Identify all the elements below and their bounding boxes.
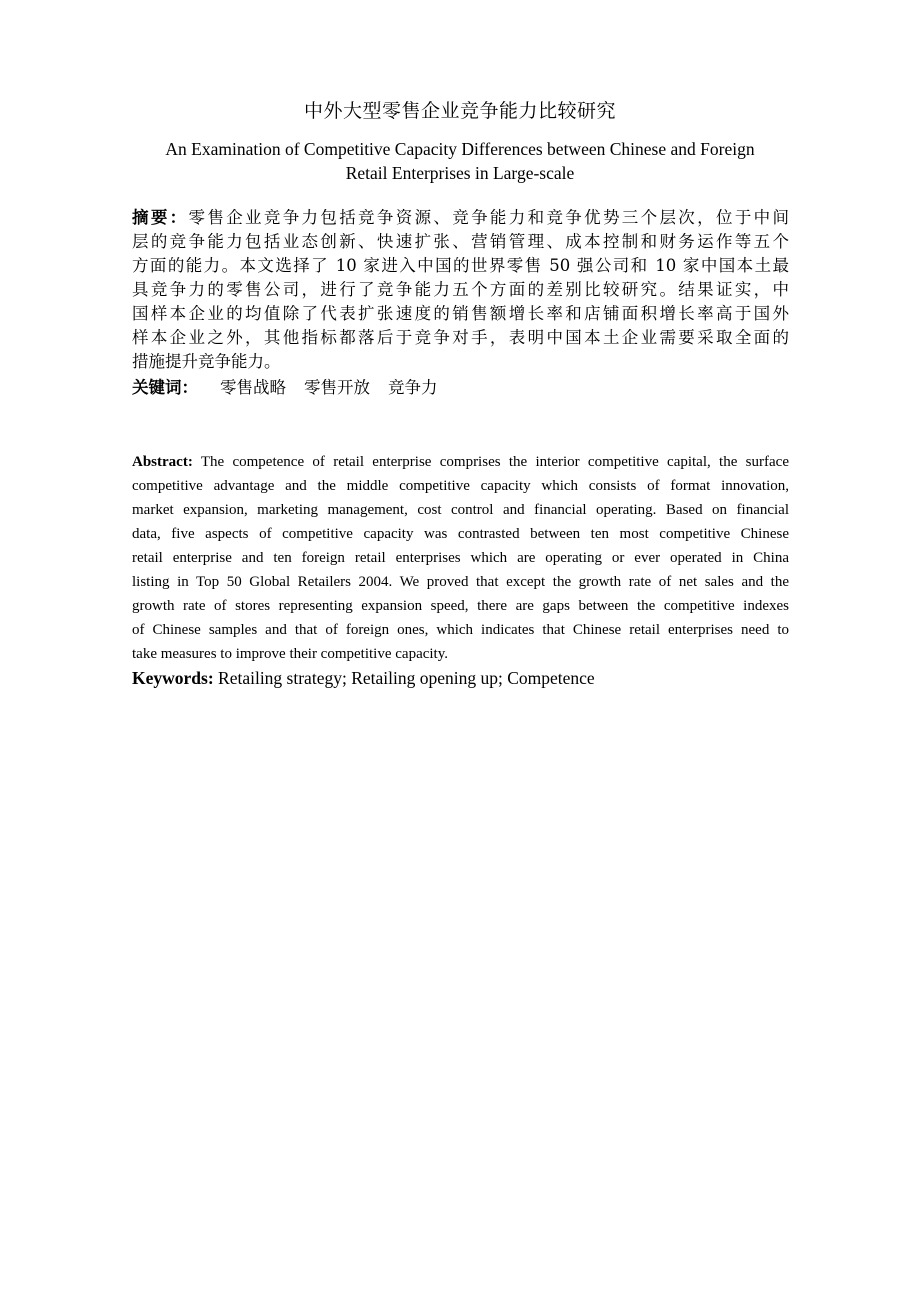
abstract-english-line: listing in Top 50 Global Retailers 2004. We proved that except the growth rate of net sales and the bbox=[132, 574, 789, 590]
abstract-chinese-line: 国样本企业的均值除了代表扩张速度的销售额增长率和店铺面积增长率高于国外 bbox=[132, 304, 789, 323]
abstract-chinese-label: 摘要： bbox=[132, 208, 189, 227]
keyword-chinese: 竞争力 bbox=[388, 378, 438, 397]
page-title-english-line-2: Retail Enterprises in Large-scale bbox=[345, 163, 575, 183]
abstract-english-line: Abstract: The competence of retail enterprise comprises the interior competitive capital, the surface bbox=[132, 454, 789, 470]
keywords-chinese bbox=[132, 376, 438, 400]
abstract-english-line: market expansion, marketing management, cost control and financial operating. Based on financial bbox=[132, 502, 789, 518]
keywords-english-label: Keywords: bbox=[132, 668, 214, 688]
abstract-english-line: data, five aspects of competitive capacity was contrasted between ten most competitive Chinese bbox=[132, 526, 789, 542]
abstract-chinese-line: 具竞争力的零售公司，进行了竞争能力五个方面的差别比较研究。结果证实，中 bbox=[132, 280, 789, 299]
abstract-english-line: competitive advantage and the middle competitive capacity which consists of format innovation, bbox=[132, 478, 789, 494]
abstract-english-label: Abstract: bbox=[132, 454, 193, 470]
keywords-english-text: Retailing strategy; Retailing opening up; Competence bbox=[218, 668, 595, 688]
abstract-english-line: take measures to improve their competitive capacity. bbox=[132, 646, 448, 662]
page-title-chinese: 中外大型零售企业竞争能力比较研究 bbox=[303, 100, 616, 122]
abstract-english-line: retail enterprise and ten foreign retail enterprises which are operating or ever operated in China bbox=[132, 550, 789, 566]
keywords-english bbox=[132, 665, 595, 691]
abstract-chinese-line: 样本企业之外，其他指标都落后于竞争对手，表明中国本土企业需要采取全面的 bbox=[132, 328, 789, 347]
abstract-chinese-line: 措施提升竞争能力。 bbox=[132, 352, 281, 371]
keyword-chinese: 零售开放 bbox=[304, 378, 370, 397]
abstract-chinese-line: 方面的能力。本文选择了 10 家进入中国的世界零售 50 强公司和 10 家中国本土最 bbox=[132, 256, 789, 275]
abstract-english-line: of Chinese samples and that of foreign ones, which indicates that Chinese retail enterprises need to bbox=[132, 622, 789, 638]
keywords-chinese-label: 关键词： bbox=[132, 378, 198, 397]
abstract-chinese-line: 摘要：零售企业竞争力包括竞争资源、竞争能力和竞争优势三个层次，位于中间 bbox=[132, 208, 790, 227]
page-title-english-line-1: An Examination of Competitive Capacity Differences between Chinese and Foreign bbox=[165, 139, 755, 159]
abstract-chinese-line: 层的竞争能力包括业态创新、快速扩张、营销管理、成本控制和财务运作等五个 bbox=[132, 232, 789, 251]
keyword-chinese: 零售战略 bbox=[220, 378, 286, 397]
abstract-english-line: growth rate of stores representing expansion speed, there are gaps between the competitive indexes bbox=[132, 598, 789, 614]
